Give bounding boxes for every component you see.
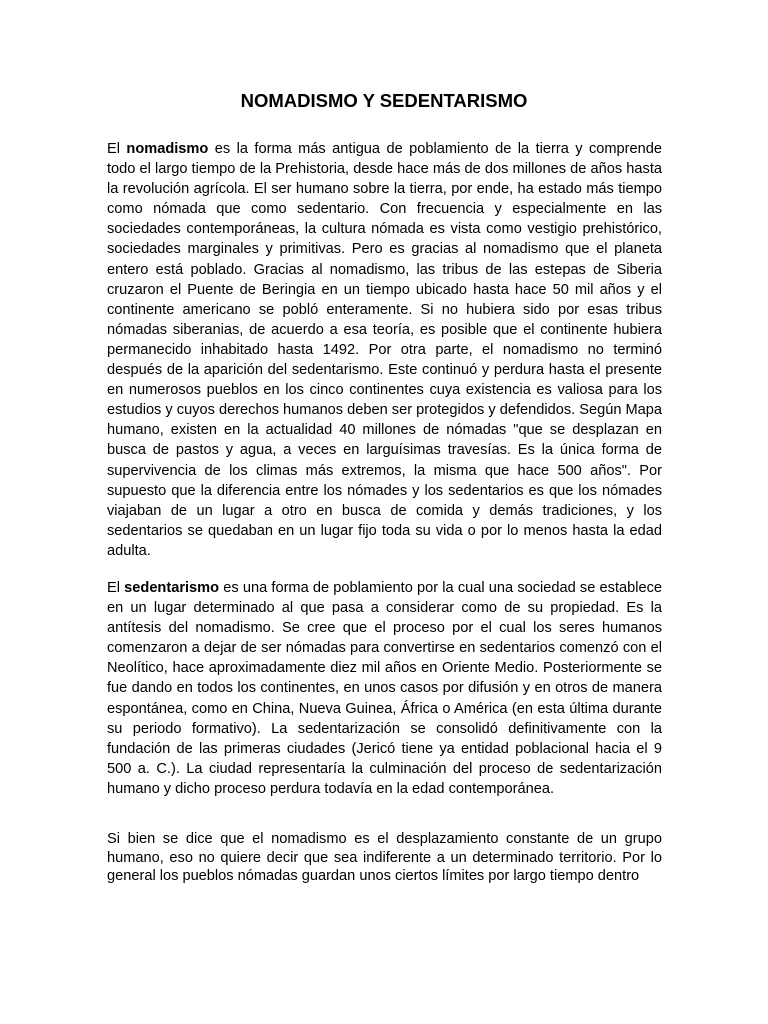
document-title: NOMADISMO Y SEDENTARISMO xyxy=(240,90,528,111)
paragraph-lead: El xyxy=(107,141,127,157)
paragraph-body: Si bien se dice que el nomadismo es el desplazamiento constante de un grupo humano, eso no quiere decir que sea indiferente a un determinado territorio. Por lo general los pueblos nómadas guardan unos ciertos límites por largo tiempo dentro xyxy=(107,831,662,884)
paragraph-nomadismo xyxy=(107,139,662,561)
paragraph-body: es una forma de poblamiento por la cual una sociedad se establece en un lugar determinado al que pasa a considerar como de su propiedad. Es la antítesis del nomadismo. Se cree que el proceso por el cual los seres humanos comenzaron a dejar de ser nómadas para convertirse en sedentarios comenzó con el Neolítico, hace aproximadamente diez mil años en Oriente Medio. Posteriormente se fue dando en todos los continentes, en unos casos por difusión y en otros de manera espontánea, como en China, Nueva Guinea, África o América (en esta última durante su periodo formativo). La sedentarización se consolidó definitivamente con la fundación de las primeras ciudades (Jericó tiene ya entidad poblacional hacia el 9 500 a. C.). La ciudad representaría la culminación del proceso de sedentarización humano y dicho proceso perdura todavía en la edad contemporánea. xyxy=(107,580,663,797)
paragraph-sedentarismo xyxy=(107,578,662,799)
paragraph-lead: El xyxy=(107,580,125,596)
paragraph-territorio xyxy=(107,830,662,886)
paragraph-body: es la forma más antigua de poblamiento de la tierra y comprende todo el largo tiempo de la Prehistoria, desde hace más de dos millones de años hasta la revolución agrícola. El ser humano sobre la tierra, por ende, ha estado más tiempo como nómada que como sedentario. Con frecuencia y especialmente en las sociedades contemporáneas, la cultura nómada es vista como vestigio prehistórico, sociedades marginales y primitivas. Pero es gracias al nomadismo que el planeta entero está poblado. Gracias al nomadismo, las tribus de las estepas de Siberia cruzaron el Puente de Beringia en un tiempo ubicado hasta hace 50 mil años y el continente americano se pobló enteramente. Si no hubiera sido por esas tribus nómadas siberanias, de acuerdo a esa teoría, es posible que el continente hubiera permanecido inhabitado hasta 1492. Por otra parte, el nomadismo no terminó después de la aparición del sedentarismo. Este continuó y perdura hasta el presente en numerosos pueblos en los cinco continentes cuya existencia es valiosa para los estudios y cuyos derechos humanos deben ser protegidos y defendidos. Según Mapa humano, existen en la actualidad 40 millones de nómadas "que se desplazan en busca de pastos y agua, a veces en larguísimas travesías. Es la única forma de supervivencia de los climas más extremos, la misma que hace 500 años". Por supuesto que la diferencia entre los nómades y los sedentarios es que los nómades viajaban de un lugar a otro en busca de comida y demás tradiciones, y los sedentarios se quedaban en un lugar fijo toda su vida o por lo menos hasta la edad adulta. xyxy=(107,141,663,559)
term-sedentarismo: sedentarismo xyxy=(124,580,220,596)
term-nomadismo: nomadismo xyxy=(126,141,209,157)
